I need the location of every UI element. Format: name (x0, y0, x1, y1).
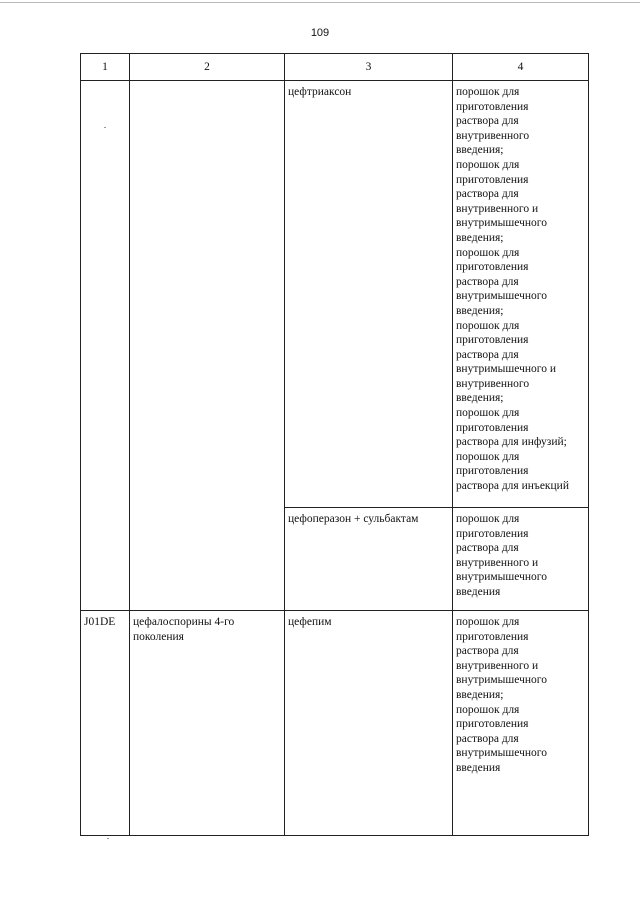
page-number: 109 (310, 27, 330, 39)
drug-name-cell: цефепим (285, 611, 453, 836)
atc-code-cell: J01DE (81, 611, 130, 836)
drug-name-cell: цефоперазон + сульбактам (285, 508, 453, 611)
scan-speck (104, 127, 106, 128)
top-scan-edge (0, 2, 640, 3)
table-row (81, 611, 589, 836)
header-col-3: 3 (285, 54, 453, 81)
atc-code-cell (81, 81, 130, 611)
dosage-form-cell: порошок для приготовления раствора для внутривенного и внутримышечного введения; порошок для приготовления раствора для внутримышечного введения (453, 611, 589, 836)
scan-speck (107, 838, 109, 839)
group-name-cell (130, 81, 285, 611)
table-row (81, 81, 589, 508)
drug-name-cell: цефтриаксон (285, 81, 453, 508)
header-col-2: 2 (130, 54, 285, 81)
dosage-form-cell: порошок для приготовления раствора для внутривенного и внутримышечного введения (453, 508, 589, 611)
drug-table (80, 53, 589, 836)
header-col-1: 1 (81, 54, 130, 81)
header-col-4: 4 (453, 54, 589, 81)
table-header-row (81, 54, 589, 81)
dosage-form-cell: порошок для приготовления раствора для внутривенного введения; порошок для приготовления раствора для внутривенного и внутримышечного введения; порошок для приготовления раствора для внутримышечного введения; порошок для приготовления раствора для внутримышечного и внутривенного введения; порошок для приготовления раствора для инфузий; порошок для приготовления раствора для инъекций (453, 81, 589, 508)
group-name-cell: цефалоспорины 4-го поколения (130, 611, 285, 836)
